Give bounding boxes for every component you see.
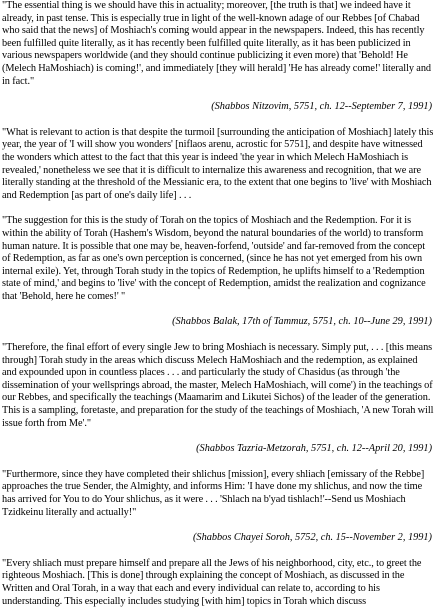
spacer bbox=[2, 329, 434, 342]
spacer bbox=[2, 88, 434, 101]
spacer bbox=[2, 456, 434, 469]
spacer bbox=[2, 519, 434, 532]
citation-3: (Shabbos Balak, 17th of Tammuz, 5751, ch. 10--June 29, 1991) bbox=[172, 316, 432, 328]
citation-1: (Shabbos Nitzovim, 5751, ch. 12--September 7, 1991) bbox=[211, 101, 432, 113]
quote-paragraph-3: "The suggestion for this is the study of Torah on the topics of Moshiach and the Redemption. For it is within the ability of Torah (Hashem's Wisdom, beyond the natural boundaries of the world) to transform human nature. It is possible that one may be, heaven-forfend, 'outside' and far-removed from the concept of Redemption, as far as one's own perception is concerned, (since he has not yet emerged from his own internal exile). Yet, through Torah study in the topics of Redemption, he uplifts himself to a 'Redemption state of mind,' and begins to 'live' with the concept of Redemption, amidst the realization and cognizance that 'Behold, here he comes!' " bbox=[2, 215, 426, 302]
quote-paragraph-6: "Every shliach must prepare himself and prepare all the Jews of his neighborhood, city, etc., to greet the righteous Moshiach. [This is done] through explaining the concept of Moshiach, as discussed in the Written and Oral Torah, in a way that each and every individual can relate to, according to his understanding. This especially includes studying [with him] topics in Torah which discuss bbox=[2, 557, 422, 607]
quote-paragraph-4: "Therefore, the final effort of every single Jew to bring Moshiach is necessary. Simply put, . . . [this means through] Torah study in the areas which discuss Melech HaMoshiach and the redemption, as explained and expounded upon in countless places . . . and particularly the study of Chasidus (as through 'the dissemination of your wellsprings abroad, the master, Melech HaMoshiach, will come') in the teachings of our Rebbes, and specifically the teachings (Maamarim and Likutei Sichos) of the leader of the generation. This is a sampling, foretaste, and preparation for the study of the teachings of Moshiach, 'A new Torah will issue forth from Me'." bbox=[2, 342, 434, 429]
quote-paragraph-1: "The essential thing is we should have this in actuality; moreover, [the truth is that] we indeed have it already, in past tense. This is especially true in light of the well-known adage of our Rebbes [of Chabad who said that the news] of Moshiach's coming would appear in the newspapers. Indeed, this has recently been fulfilled quite literally, as it has recently been fulfilled quite literally, as it has been publicized in various newspapers worldwide (and they should continue publicizing it even more) that 'Behold! He (Melech HaMoshiach) is coming!', and immediately [they will herald] 'He has already come!' literally and in fact." bbox=[2, 0, 432, 87]
spacer bbox=[2, 202, 434, 215]
spacer bbox=[2, 303, 434, 316]
citation-5: (Shabbos Chayei Soroh, 5752, ch. 15--November 2, 1991) bbox=[193, 532, 432, 544]
spacer bbox=[2, 545, 434, 558]
spacer bbox=[2, 114, 434, 127]
quote-paragraph-5: "Furthermore, since they have completed their shlichus [mission], every shliach [emissary of the Rebbe] approaches the true Sender, the Almighty, and informs Him: 'I have done my shlichus, and now the time has arrived for You to do Your shlichus, as it were . . . 'Shlach na b'yad tishlach!'--Send us Moshiach Tzidkeinu literally and actually!" bbox=[2, 468, 425, 518]
quote-paragraph-2: "What is relevant to action is that despite the turmoil [surrounding the anticipation of Moshiach] lately this year, the year of 'I will show you wonders' [niflaos arenu, acrostic for 5751], and despite have witnessed the wonders which attest to the fact that this year is indeed 'the year in which Melech HaMoshiach is revealed,' nonetheless we see that it is difficult to internalize this awareness and recognition, that we are literally standing at the threshold of the Messianic era, to the extent that one begins to 'live' with Moshiach and Redemption [as part of one's daily life] . . . bbox=[2, 126, 434, 201]
citation-4: (Shabbos Tazria-Metzorah, 5751, ch. 12--April 20, 1991) bbox=[196, 443, 432, 455]
spacer bbox=[2, 430, 434, 443]
